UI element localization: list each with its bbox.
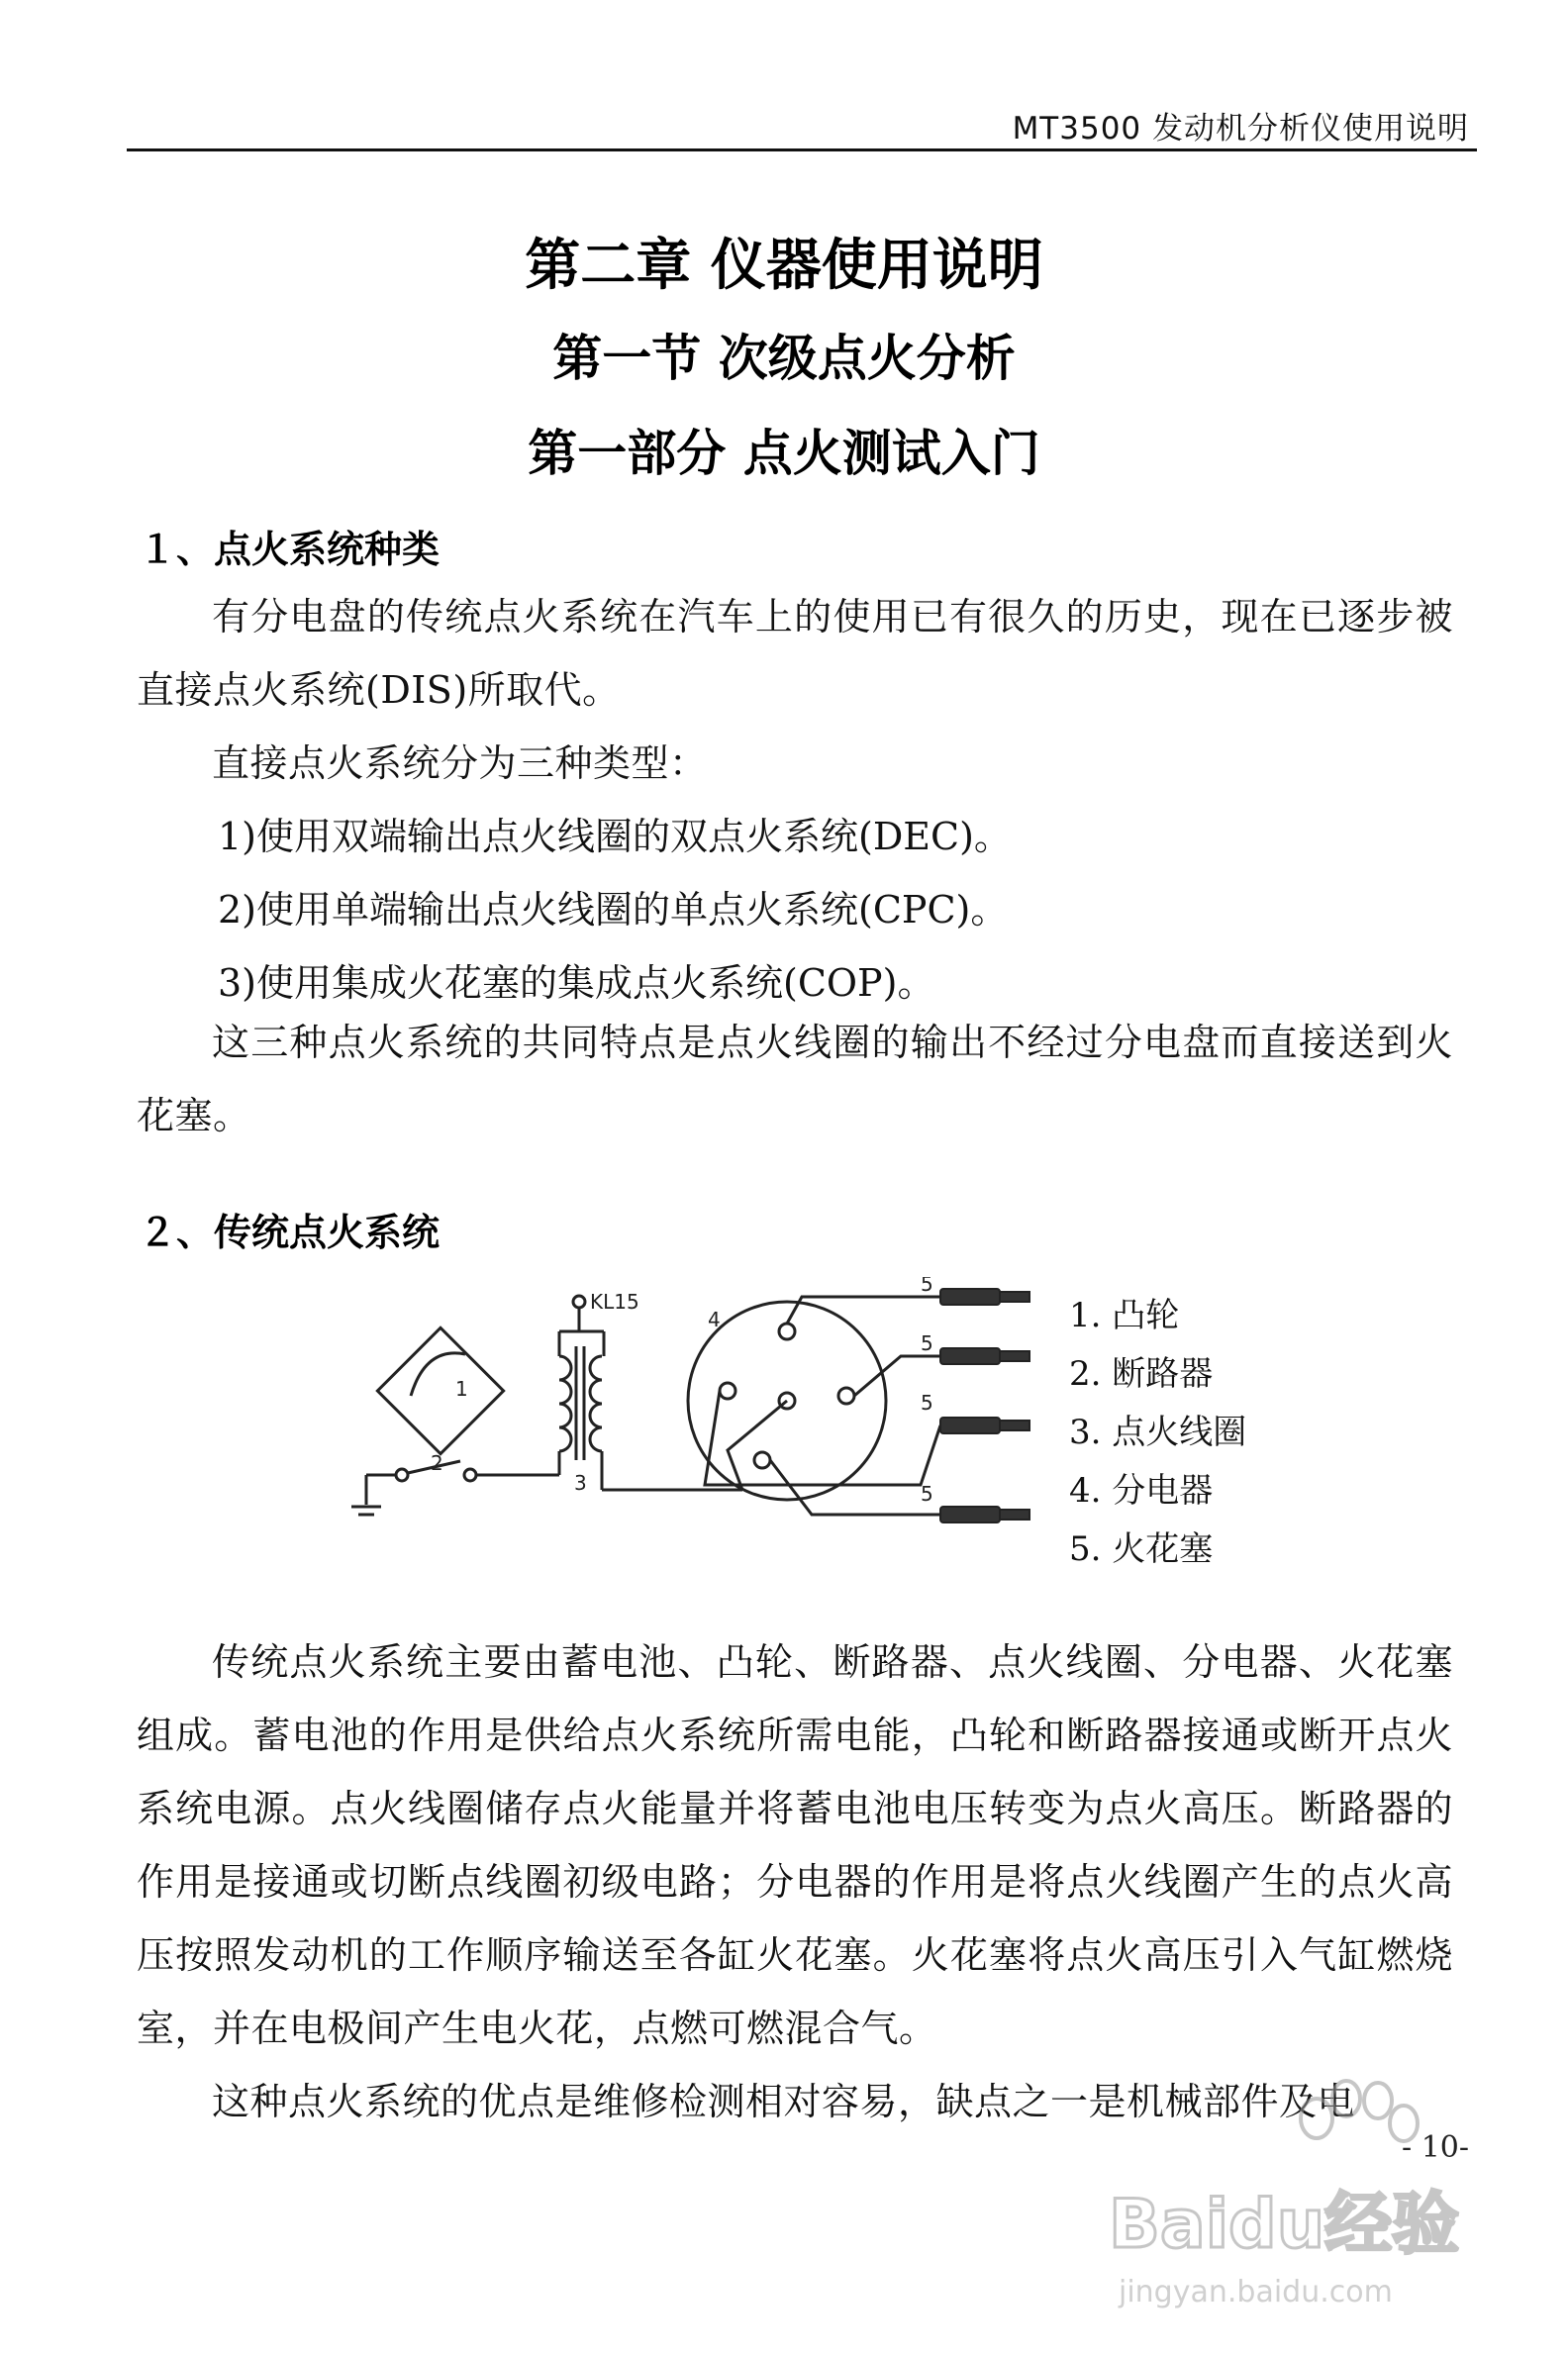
cam-number: 1 [455, 1377, 468, 1401]
watermark-brand: Baidu经验 [1109, 2186, 1460, 2264]
watermark-url: jingyan.baidu.com [1119, 2275, 1393, 2309]
coil-number: 3 [574, 1471, 587, 1495]
diagram-legend [1069, 1287, 1246, 1579]
list-item: 1)使用双端输出点火线圈的双点火系统(DEC)。 [218, 815, 1012, 858]
plug-number: 5 [921, 1331, 933, 1355]
section1-title: １、点火系统种类 [139, 528, 441, 571]
header-rule [127, 148, 1477, 151]
chapter-heading: 第二章 仪器使用说明 [525, 234, 1043, 298]
plug-number: 5 [921, 1277, 933, 1296]
section2-para2: 这种点火系统的优点是维修检测相对容易，缺点之一是机械部件及电 [212, 2080, 1356, 2123]
section2-title: ２、传统点火系统 [139, 1211, 441, 1254]
plug-number: 5 [921, 1482, 933, 1506]
distributor-number: 4 [708, 1308, 721, 1331]
cam-shape [377, 1327, 503, 1453]
plug-number: 5 [921, 1391, 933, 1415]
list-item: 2)使用单端输出点火线圈的单点火系统(CPC)。 [218, 888, 1009, 932]
legend-item: 2. 断路器 [1069, 1354, 1214, 1394]
coil-primary [559, 1356, 571, 1451]
page-number: - 10- [1402, 2130, 1469, 2165]
kl15-label: KL15 [590, 1290, 639, 1314]
section1-para1: 有分电盘的传统点火系统在汽车上的使用已有很久的历史，现在已逐步被直接点火系统(DIS)所取代。 [137, 595, 1453, 712]
list-item: 3)使用集成火花塞的集成点火系统(COP)。 [218, 961, 935, 1005]
rotor-arm [728, 1401, 787, 1490]
legend-item: 1. 凸轮 [1069, 1296, 1180, 1335]
kl15-terminal [573, 1296, 585, 1308]
legend-item: 4. 分电器 [1069, 1471, 1214, 1511]
baidu-watermark-logo [1099, 2069, 1475, 2316]
section1-para2: 直接点火系统分为三种类型： [212, 741, 708, 785]
section2-para1: 传统点火系统主要由蓄电池、凸轮、断路器、点火线圈、分电器、火花塞组成。蓄电池的作用是供给点火系统所需电能，凸轮和断路器接通或断开点火系统电源。点火线圈储存点火能量并将蓄电池电压转变为点火高压。断路器的作用是接通或切断点线圈初级电路；分电器的作用是将点火线圈产生的点火高压按照发动机的工作顺序输送至各缸火花塞。火花塞将点火高压引入气缸燃烧室，并在电极间产生电火花，点燃可燃混合气。 [137, 1640, 1453, 2050]
legend-item: 3. 点火线圈 [1069, 1413, 1247, 1452]
spark-plugs [940, 1289, 1029, 1522]
coil-secondary [590, 1356, 602, 1451]
section1-para3: 这三种点火系统的共同特点是点火线圈的输出不经过分电盘而直接送到火花塞。 [137, 1021, 1453, 1137]
part-heading: 第一部分 点火测试入门 [528, 425, 1040, 482]
ignition-diagram [337, 1277, 1059, 1604]
breaker-number: 2 [431, 1451, 443, 1475]
section-heading: 第一节 次级点火分析 [552, 330, 1016, 387]
header-title: MT3500 发动机分析仪使用说明 [1012, 111, 1469, 147]
legend-item: 5. 火花塞 [1069, 1529, 1214, 1569]
